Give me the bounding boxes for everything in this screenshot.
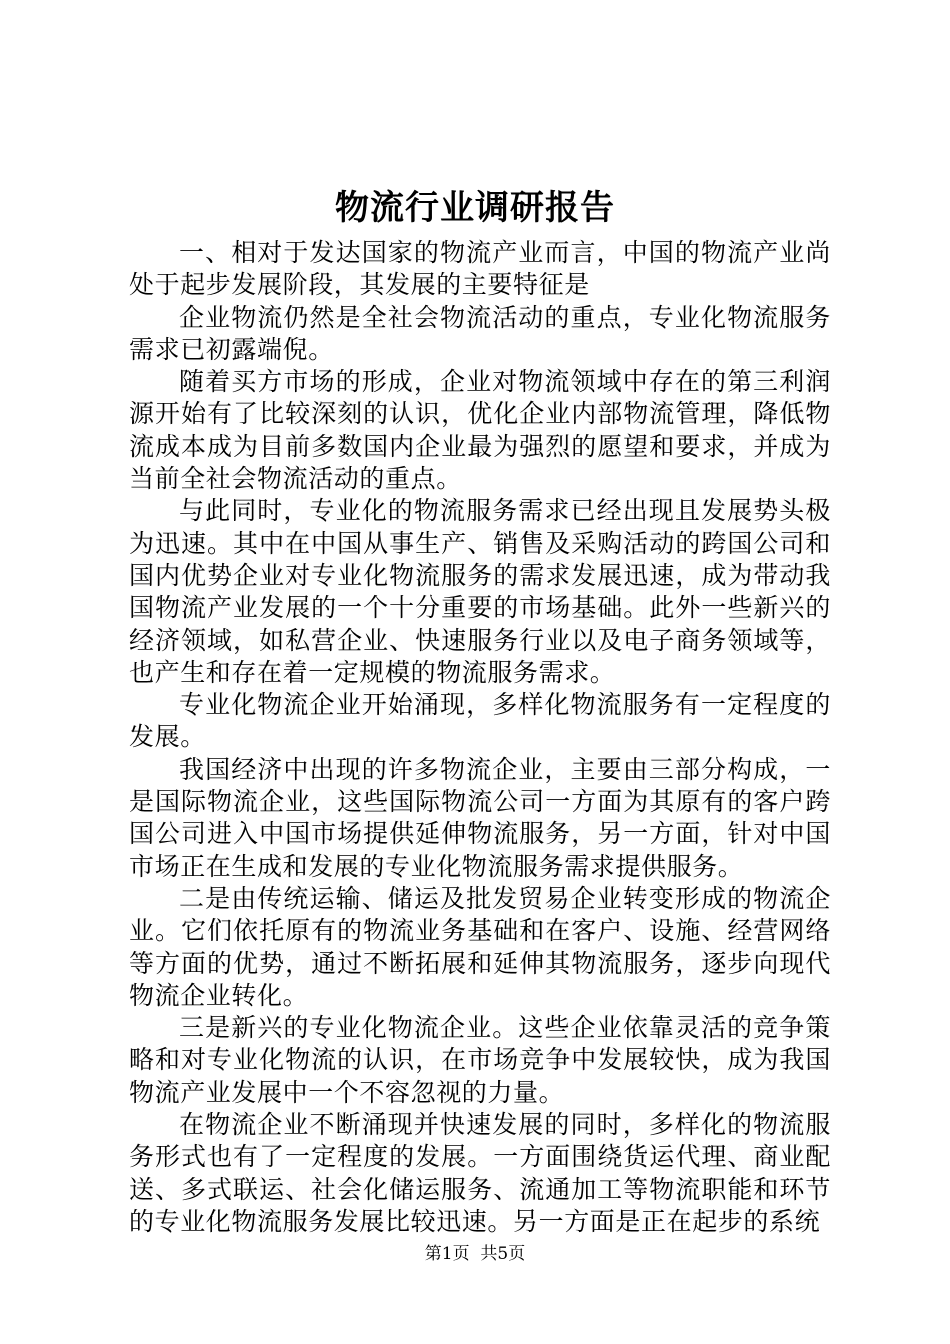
page-number: 第1页 共5页 — [424, 1244, 526, 1264]
paragraph: 我国经济中出现的许多物流企业，主要由三部分构成，一是国际物流企业，这些国际物流公司一方面为其原有的客户跨国公司进入中国市场提供延伸物流服务，另一方面，针对中国市场正在生成和发展的专业化物流服务需求提供服务。 — [129, 754, 831, 881]
document-body — [129, 237, 831, 1238]
paragraph: 企业物流仍然是全社会物流活动的重点，专业化物流服务需求已初露端倪。 — [129, 302, 831, 364]
paragraph: 一、相对于发达国家的物流产业而言，中国的物流产业尚处于起步发展阶段，其发展的主要特征是 — [129, 238, 831, 300]
document-title: 物流行业调研报告 — [335, 188, 615, 228]
paragraph: 在物流企业不断涌现并快速发展的同时，多样化的物流服务形式也有了一定程度的发展。一方面围绕货运代理、商业配送、多式联运、社会化储运服务、流通加工等物流职能和环节的专业化物流服务发展比较迅速。另一方面是正在起步的系统 — [129, 1110, 831, 1236]
paragraph: 三是新兴的专业化物流企业。这些企业依靠灵活的竞争策略和对专业化物流的认识，在市场竞争中发展较快，成为我国物流产业发展中一个不容忽视的力量。 — [129, 1013, 831, 1107]
paragraph: 随着买方市场的形成，企业对物流领域中存在的第三利润源开始有了比较深刻的认识，优化企业内部物流管理，降低物流成本成为目前多数国内企业最为强烈的愿望和要求，并成为当前全社会物流活动的重点。 — [129, 367, 831, 494]
paragraph: 专业化物流企业开始涌现，多样化物流服务有一定程度的发展。 — [129, 690, 831, 752]
paragraph: 二是由传统运输、储运及批发贸易企业转变形成的物流企业。它们依托原有的物流业务基础和在客户、设施、经营网络等方面的优势，通过不断拓展和延伸其物流服务，逐步向现代物流企业转化。 — [129, 883, 831, 1010]
paragraph: 与此同时，专业化的物流服务需求已经出现且发展势头极为迅速。其中在中国从事生产、销售及采购活动的跨国公司和国内优势企业对专业化物流服务的需求发展迅速，成为带动我国物流产业发展的一个十分重要的市场基础。此外一些新兴的经济领域，如私营企业、快速服务行业以及电子商务领域等，也产生和存在着一定规模的物流服务需求。 — [129, 496, 831, 687]
page-footer — [0, 1242, 950, 1266]
